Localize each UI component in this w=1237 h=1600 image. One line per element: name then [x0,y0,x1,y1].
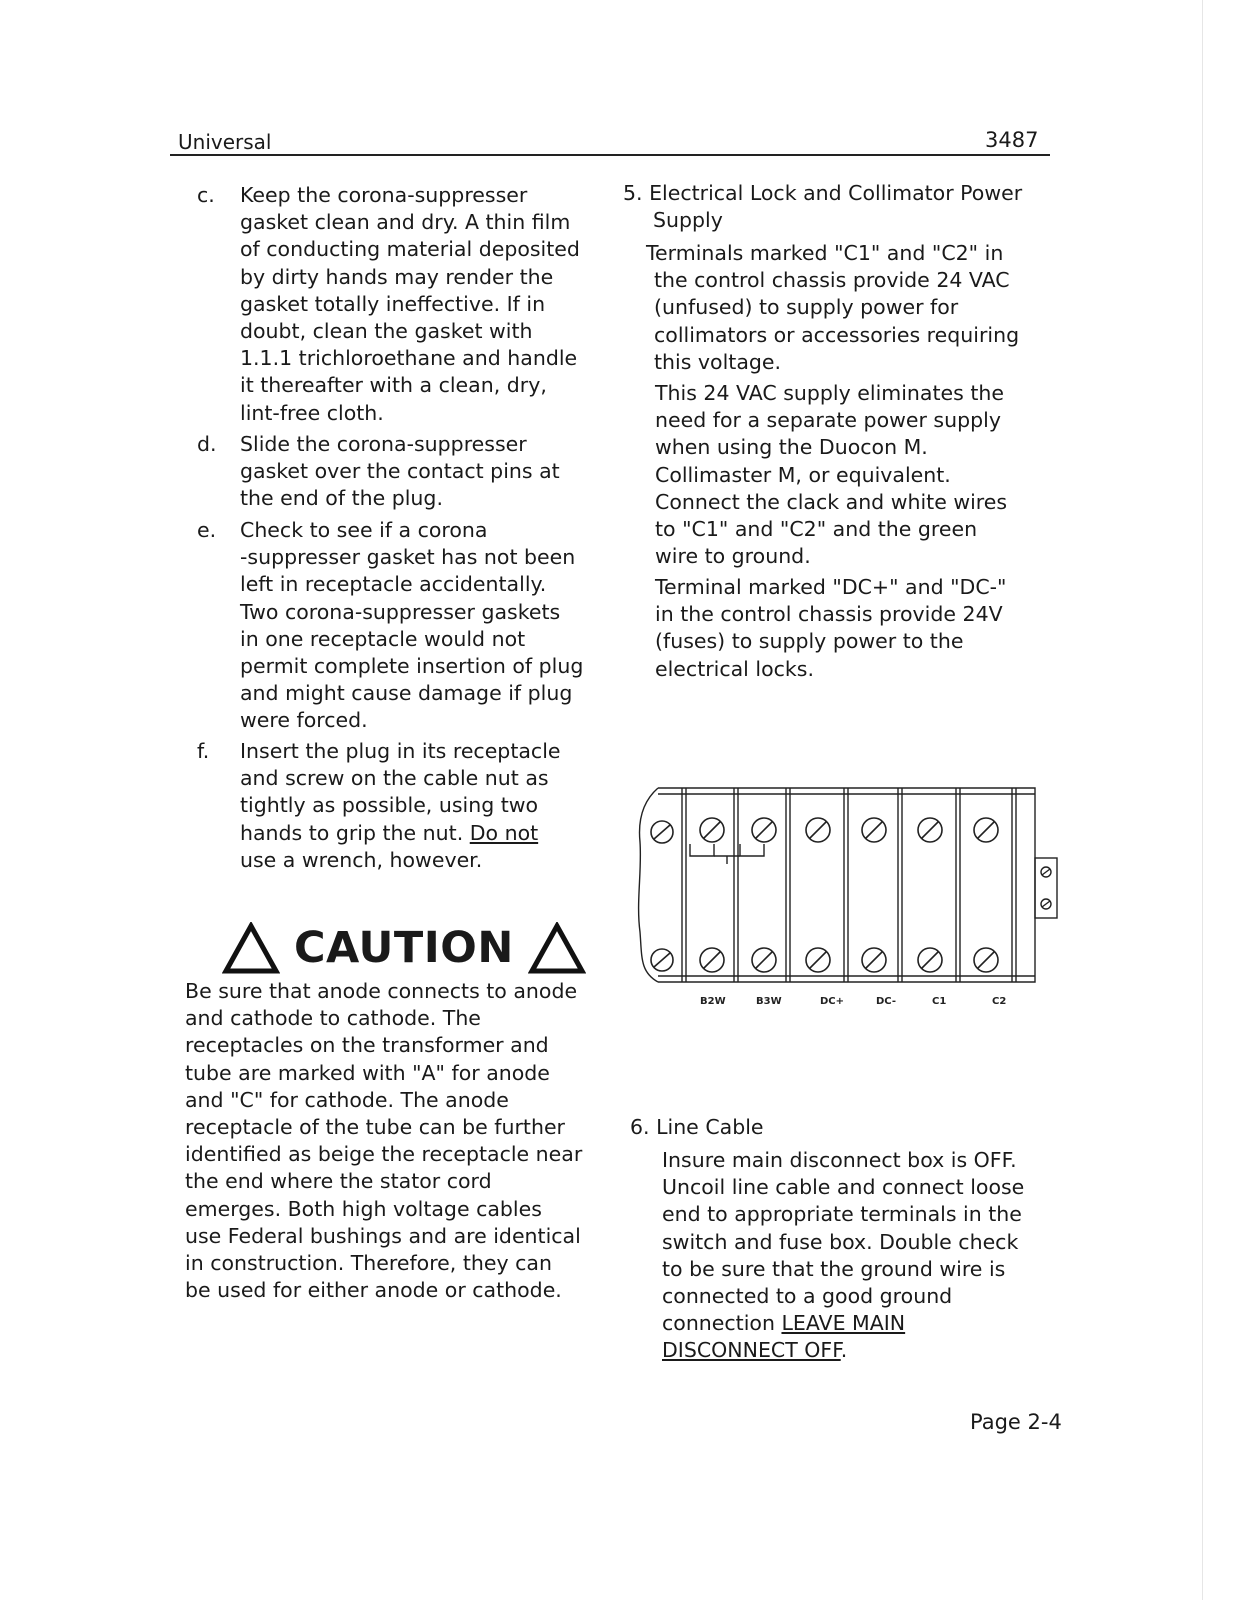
header-document-number: 3487 [985,128,1039,152]
list-item-line: permit complete insertion of plug [240,654,584,679]
caution-line: be used for either anode or cathode. [185,1278,562,1303]
list-item-line: and might cause damage if plug [240,681,573,706]
list-item-line: doubt, clean the gasket with [240,319,533,344]
list-item-line: use a wrench, however. [240,847,483,872]
section-5-para-2 [655,380,1050,570]
para-line: Collimaster M, or equivalent. [655,462,951,487]
section-5-heading: 5. Electrical Lock and Collimator Power [623,181,1023,205]
para-line: Insure main disconnect box is OFF. [662,1148,1017,1172]
para-line [662,1337,1052,1364]
scan-edge [1202,0,1203,1600]
caution-line: in construction. Therefore, they can [185,1251,552,1276]
caution-text [185,978,605,1304]
list-item-line: tightly as possible, using two [240,793,539,818]
list-item-line: of conducting material deposited [240,237,580,262]
terminal-label-c2: C2 [992,996,1007,1007]
caution-title: CAUTION [294,923,514,973]
emphasis-leave-main: LEAVE MAIN [781,1311,906,1336]
caution-line: emerges. Both high voltage cables [185,1196,542,1221]
para-line: Uncoil line cable and connect loose [662,1175,1025,1200]
list-item-line [240,820,600,847]
para-line: collimators or accessories requiring [654,322,1020,347]
list-item-line: and screw on the cable nut as [240,766,549,791]
para-text: . [840,1338,848,1363]
caution-line: receptacle of the tube can be further [185,1115,565,1140]
header-rule [170,154,1050,156]
caution-line: and cathode to cathode. The [185,1006,481,1031]
header-left-title: Universal [178,130,272,154]
list-item-line: 1.1.1 trichloroethane and handle [240,346,578,371]
terminal-label-dc-minus: DC- [876,996,897,1007]
para-line: this voltage. [654,349,782,374]
list-item-line: Keep the corona-suppresser [240,183,528,207]
list-item-c [240,182,600,427]
emphasis-do-not: Do not [469,820,539,845]
caution-line: tube are marked with "A" for anode [185,1060,550,1085]
list-item-line: Slide the corona-suppresser [240,432,527,456]
list-item-line: it thereafter with a clean, dry, [240,373,547,398]
para-line: wire to ground. [655,544,811,569]
list-item-line: left in receptacle accidentally. [240,572,547,597]
list-item-line: lint-free cloth. [240,400,384,425]
terminal-label-b3w: B3W [756,996,782,1007]
para-line: (unfused) to supply power for [654,295,959,320]
caution-line: and "C" for cathode. The anode [185,1087,509,1112]
para-line: (fuses) to supply power to the [655,629,964,654]
list-item-line: -suppresser gasket has not been [240,545,576,570]
list-marker-e: e. [197,518,217,542]
list-item-line: in one receptacle would not [240,626,526,651]
section-5-para-3 [655,574,1050,683]
para-line: Terminal marked "DC+" and "DC-" [655,575,1007,599]
list-item-d [240,431,600,513]
para-line: the control chassis provide 24 VAC [654,268,1010,293]
caution-line: use Federal bushings and are identical [185,1223,581,1248]
list-item-line: gasket totally ineffective. If in [240,291,546,316]
list-item-line: Insert the plug in its receptacle [240,739,561,763]
list-marker-c: c. [197,183,215,207]
para-line: Connect the clack and white wires [655,489,1008,514]
emphasis-disconnect-off: DISCONNECT OFF [662,1338,841,1363]
para-line: need for a separate power supply [655,408,1001,433]
terminal-block-diagram [630,782,1060,1012]
warning-triangle-icon [528,922,586,974]
list-marker-f: f. [197,739,210,763]
section-5-para-1 [646,240,1046,376]
para-text: connection [662,1311,782,1336]
para-line: connected to a good ground [662,1284,953,1309]
list-item-line: were forced. [240,708,368,733]
para-line [662,1310,1052,1337]
list-item-f [240,738,600,874]
list-item-line: the end of the plug. [240,486,443,511]
caution-line: identified as beige the receptacle near [185,1142,583,1167]
terminal-label-b2w: B2W [700,996,726,1007]
caution-line: Be sure that anode connects to anode [185,979,578,1003]
warning-triangle-icon [222,922,280,974]
para-line: to "C1" and "C2" and the green [655,517,978,542]
list-marker-d: d. [197,432,217,456]
list-item-e [240,517,600,735]
caution-line: the end where the stator cord [185,1169,492,1194]
list-item-line: by dirty hands may render the [240,264,554,289]
para-line: end to appropriate terminals in the [662,1202,1022,1227]
para-line: to be sure that the ground wire is [662,1256,1006,1281]
section-6-body [662,1147,1052,1365]
list-item-line: gasket over the contact pins at [240,459,560,484]
terminal-label-dc-plus: DC+ [820,996,845,1007]
section-6-heading: 6. Line Cable [630,1115,764,1139]
caution-heading [222,922,586,974]
list-item-line: Two corona-suppresser gaskets [240,599,561,624]
terminal-label-c1: C1 [932,996,947,1007]
section-5-heading-cont: Supply [653,208,723,232]
list-item-line: gasket clean and dry. A thin film [240,210,571,235]
para-line: This 24 VAC supply eliminates the [655,381,1004,405]
list-item-text: hands to grip the nut. [240,820,470,845]
para-line: electrical locks. [655,656,814,681]
list-item-line: Check to see if a corona [240,518,488,542]
para-line: when using the Duocon M. [655,435,928,460]
caution-line: receptacles on the transformer and [185,1033,549,1058]
para-line: in the control chassis provide 24V [655,602,1003,627]
para-line: switch and fuse box. Double check [662,1229,1019,1254]
para-line: Terminals marked "C1" and "C2" in [646,241,1004,265]
page-number: Page 2-4 [970,1410,1062,1434]
